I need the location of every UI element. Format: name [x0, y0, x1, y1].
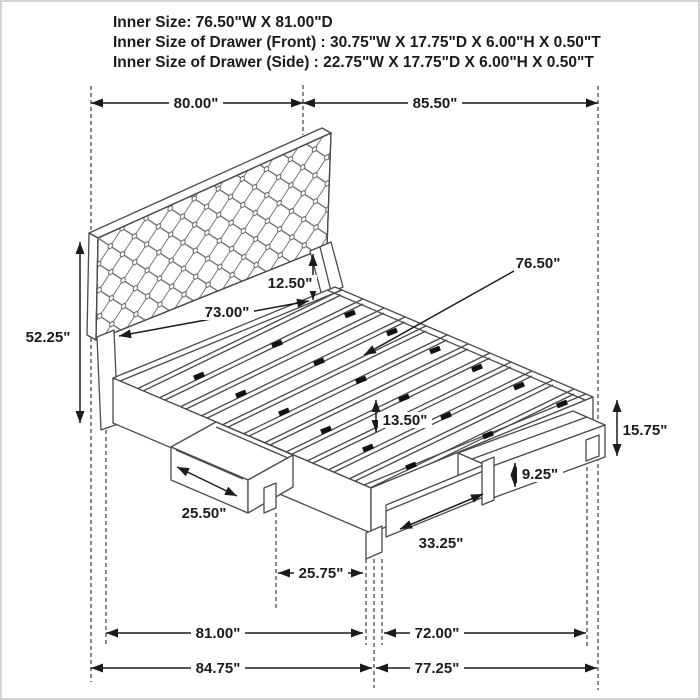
inner-size-line: Inner Size: 76.50"W X 81.00"D [113, 14, 333, 31]
dim-bed-length: 85.50" [412, 95, 458, 112]
drawer-side-size-line: Inner Size of Drawer (Side) : 22.75"W X 17.75"D X 6.00"H X 0.50"T [113, 54, 594, 71]
foot-right-leg [586, 435, 599, 461]
dim-headboard-width: 80.00" [173, 95, 219, 112]
dim-side-drawer-length: 25.50" [181, 505, 227, 522]
dim-slat-length: 76.50" [515, 255, 561, 272]
dim-frame-inner-length: 81.00" [195, 625, 241, 642]
bed-drawing [87, 128, 605, 559]
header-text [113, 14, 601, 71]
dim-headboard-panel-width: 73.00" [204, 304, 250, 321]
dim-headboard-height: 52.25" [25, 329, 71, 346]
dim-frame-outer-width: 77.25" [414, 660, 460, 677]
dim-frame-outer-length: 84.75" [195, 660, 241, 677]
dim-headboard-to-rail-gap: 12.50" [267, 275, 313, 292]
dim-leg-spacing: 25.75" [298, 565, 344, 582]
dim-front-drawer-length: 33.25" [418, 535, 464, 552]
mid-support-leg [264, 483, 276, 513]
drawer-front-size-line: Inner Size of Drawer (Front) : 30.75"W X 17.75"D X 6.00"H X 0.50"T [113, 34, 601, 51]
front-center-post [482, 457, 494, 505]
dim-base-total-height: 15.75" [622, 422, 668, 439]
dim-rail-top-height: 13.50" [382, 412, 428, 429]
dim-frame-inner-width: 72.00" [414, 625, 460, 642]
dim-front-drawer-face-height: 9.25" [521, 466, 559, 483]
